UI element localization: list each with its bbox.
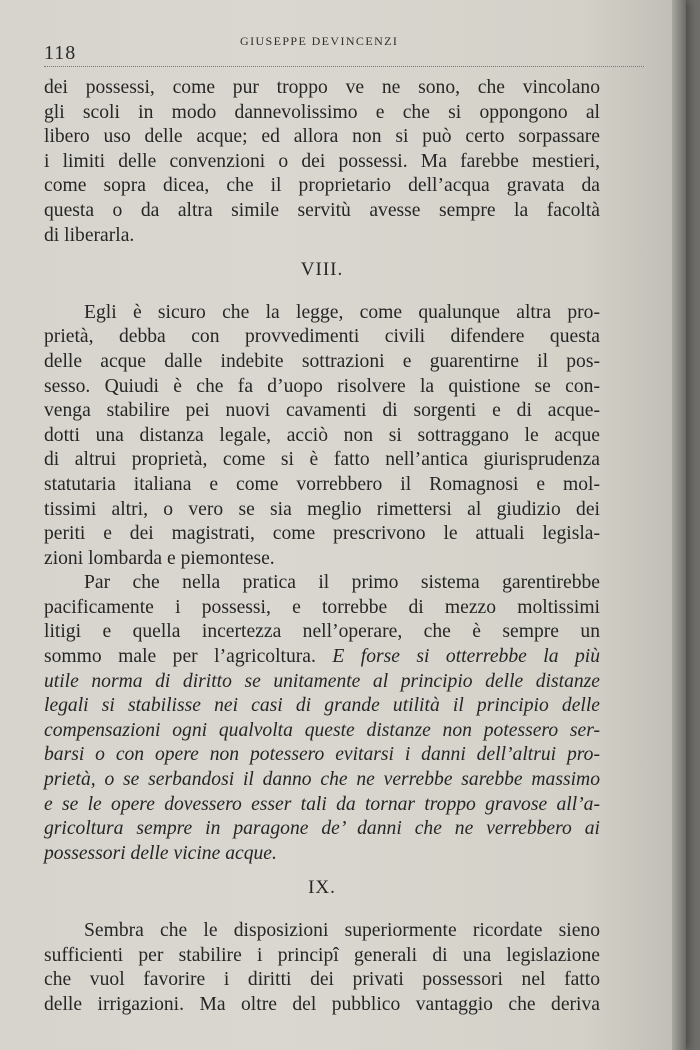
text-line: di altrui proprietà, come si è fatto nell’antica giurisprudenza bbox=[44, 449, 600, 471]
text-line: tissimi altri, o vero se sia meglio rimettersi al giudizio dei bbox=[44, 498, 600, 520]
page-number: 118 bbox=[44, 42, 77, 64]
text-line: Egli è sicuro che la legge, come qualunque altra pro- bbox=[84, 301, 600, 323]
running-head: GIUSEPPE DEVINCENZI bbox=[240, 34, 399, 48]
italic-line: legali si stabilisse nei casi di grande utilità il principio delle bbox=[44, 695, 600, 717]
body-text bbox=[44, 76, 600, 1017]
italic-fragment: E forse si otterrebbe la più bbox=[332, 646, 600, 668]
section-heading-viii: VIII. bbox=[300, 259, 344, 281]
text-line: che vuol favorire i diritti dei privati possessori nel fatto bbox=[44, 969, 600, 991]
italic-line: e se le opere dovessero esser tali da tornar troppo gravose all’a- bbox=[44, 793, 600, 815]
italic-line: prietà, o se serbandosi il danno che ne verrebbe sarebbe massimo bbox=[44, 769, 600, 791]
text-line: periti e dei magistrati, come prescrivono le attuali legisla- bbox=[44, 523, 600, 545]
italic-line: utile norma di diritto se unitamente al principio delle distanze bbox=[44, 670, 600, 692]
text-line: sesso. Quiudi è che fa d’uopo risolvere la quistione se con- bbox=[44, 375, 600, 397]
page-fold-shadow bbox=[672, 0, 686, 1050]
page-header bbox=[44, 30, 644, 67]
section-heading-ix: IX. bbox=[308, 877, 336, 899]
text-line: dotti una distanza legale, acciò non si sottraggano le acque bbox=[44, 424, 600, 446]
italic-line: barsi o con opere non potessero evitarsi i danni dell’altrui pro- bbox=[44, 744, 600, 766]
text-line: pacificamente i possessi, e torrebbe di mezzo moltissimi bbox=[44, 596, 600, 618]
text-line: zioni lombarda e piemontese. bbox=[44, 547, 275, 569]
italic-line: gricoltura sempre in paragone de’ danni che ne verrebbero ai bbox=[44, 818, 600, 840]
text-line: delle irrigazioni. Ma oltre del pubblico vantaggio che deriva bbox=[44, 993, 600, 1015]
text-line: statutaria italiana e come vorrebbero il Romagnosi e mol- bbox=[44, 473, 600, 495]
text-line: Par che nella pratica il primo sistema garentirebbe bbox=[84, 572, 600, 594]
paragraph-proposal bbox=[44, 571, 600, 866]
text-line: i limiti delle convenzioni o dei possessi. Ma farebbe mestieri, bbox=[44, 150, 600, 172]
text-line: litigi e quella incertezza nell’operare, che è sempre un bbox=[44, 621, 600, 643]
text-line: questa o da altra simile servitù avesse sempre la facoltà bbox=[44, 199, 600, 221]
text-line: delle acque dalle indebite sottrazioni e guarentirne il pos- bbox=[44, 350, 600, 372]
text-line: prietà, debba con provvedimenti civili difendere questa bbox=[44, 326, 600, 348]
paragraph-ix bbox=[44, 919, 600, 1017]
text-line: libero uso delle acque; ed allora non si può certo sorpassare bbox=[44, 126, 600, 148]
roman-fragment: sommo male per l’agricoltura. bbox=[44, 646, 316, 668]
text-line: di liberarla. bbox=[44, 224, 135, 246]
italic-line: compensazioni ogni qualvolta queste distanze non potessero ser- bbox=[44, 719, 600, 741]
text-line: gli scoli in modo dannevolissimo e che si oppongono al bbox=[44, 101, 600, 123]
paragraph-viii bbox=[44, 301, 600, 572]
text-line: sufficienti per stabilire i principî generali di una legislazione bbox=[44, 944, 600, 966]
paragraph-continued bbox=[44, 76, 600, 248]
text-line-mixed bbox=[44, 645, 600, 670]
text-line: dei possessi, come pur troppo ve ne sono, che vincolano bbox=[44, 77, 600, 98]
text-line: Sembra che le disposizioni superiormente ricordate sieno bbox=[84, 920, 600, 941]
text-line: venga stabilire pei nuovi cavamenti di sorgenti e di acque- bbox=[44, 400, 600, 422]
text-line: come sopra dicea, che il proprietario dell’acqua gravata da bbox=[44, 175, 600, 197]
italic-line: possessori delle vicine acque. bbox=[44, 842, 277, 864]
